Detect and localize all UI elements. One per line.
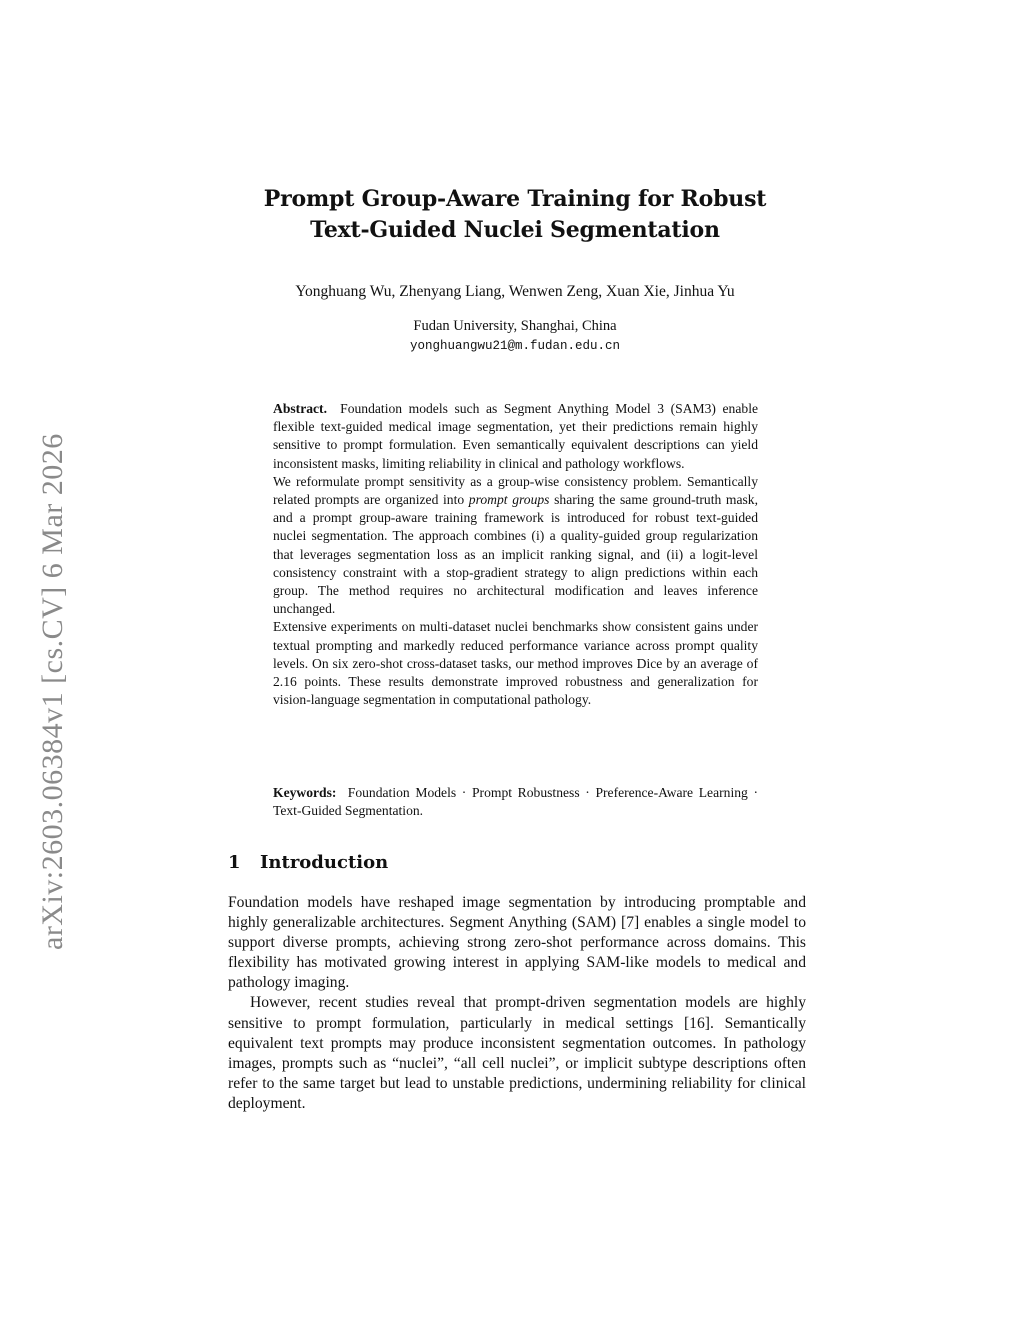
keywords-text: Foundation Models · Prompt Robustness · Preference-Aware Learning · Text-Guided Segmentation. [273, 785, 758, 819]
arxiv-identifier-stamp: arXiv:2603.06384v1 [cs.CV] 6 Mar 2026 [36, 433, 69, 950]
author-list: Yonghuang Wu, Zhenyang Liang, Wenwen Zeng, Xuan Xie, Jinhua Yu [295, 283, 735, 300]
abstract-paragraph-1 [273, 400, 758, 473]
affiliation: Fudan University, Shanghai, China [413, 318, 617, 334]
abstract-emphasis: prompt groups [468, 492, 550, 508]
abstract-text-2a: We reformulate prompt sensitivity as a group-wise consistency problem. Semantically related prompts are organized into [273, 473, 758, 508]
section-title: Introduction [260, 852, 389, 873]
introduction-body [228, 893, 806, 1114]
abstract [273, 400, 758, 709]
paper-title-line-2: Text-Guided Nuclei Segmentation [310, 217, 720, 243]
abstract-label: Abstract. [273, 401, 327, 416]
abstract-paragraph-3: Extensive experiments on multi-dataset nuclei benchmarks show consistent gains under textual prompting and markedly reduced performance variance across prompt quality levels. On six zero-shot cross-dataset tasks, our method improves Dice by an average of 2.16 points. These results demonstrate improved robustness and generalization for vision-language segmentation in computational pathology. [273, 619, 758, 708]
keywords [273, 784, 758, 820]
contact-email: yonghuangwu21@m.fudan.edu.cn [409, 339, 621, 353]
paper-title-line-1: Prompt Group-Aware Training for Robust [263, 186, 767, 212]
section-heading-introduction [228, 852, 808, 873]
section-number: 1 [228, 852, 241, 873]
abstract-text-1: Foundation models such as Segment Anything Model 3 (SAM3) enable flexible text-guided medical image segmentation, yet their predictions remain highly sensitive to prompt formulation. Even semantically equivalent descriptions can yield inconsistent masks, limiting reliability in clinical and pathology workflows. [273, 401, 758, 471]
intro-paragraph-1: Foundation models have reshaped image segmentation by introducing promptable and highly generalizable architectures. Segment Anything (SAM) [7] enables a single model to support diverse prompts, achieving strong zero-shot performance across domains. This flexibility has motivated growing interest in applying SAM-like models to medical and pathology imaging. [228, 894, 806, 992]
intro-paragraph-2: However, recent studies reveal that prompt-driven segmentation models are highly sensitive to prompt formulation, particularly in medical settings [16]. Semantically equivalent text prompts may produce inconsistent segmentation outcomes. In pathology images, prompts such as “nuclei”, “all cell nuclei”, or implicit subtype descriptions often refer to the same target but lead to unstable predictions, undermining reliability for clinical deployment. [228, 994, 806, 1112]
keywords-label: Keywords: [273, 785, 337, 800]
abstract-paragraph-2 [273, 473, 758, 619]
paper-title [220, 184, 810, 246]
abstract-text-2b: sharing the same ground-truth mask, and a prompt group-aware training framework is introduced for robust text-guided nuclei segmentation. The approach combines (i) a quality-guided group regularization that leverages segmentation loss as an implicit ranking signal, and (ii) a logit-level consistency constraint with a stop-gradient strategy to align predictions within each group. The method requires no architectural modification and leaves inference unchanged. [273, 492, 758, 617]
